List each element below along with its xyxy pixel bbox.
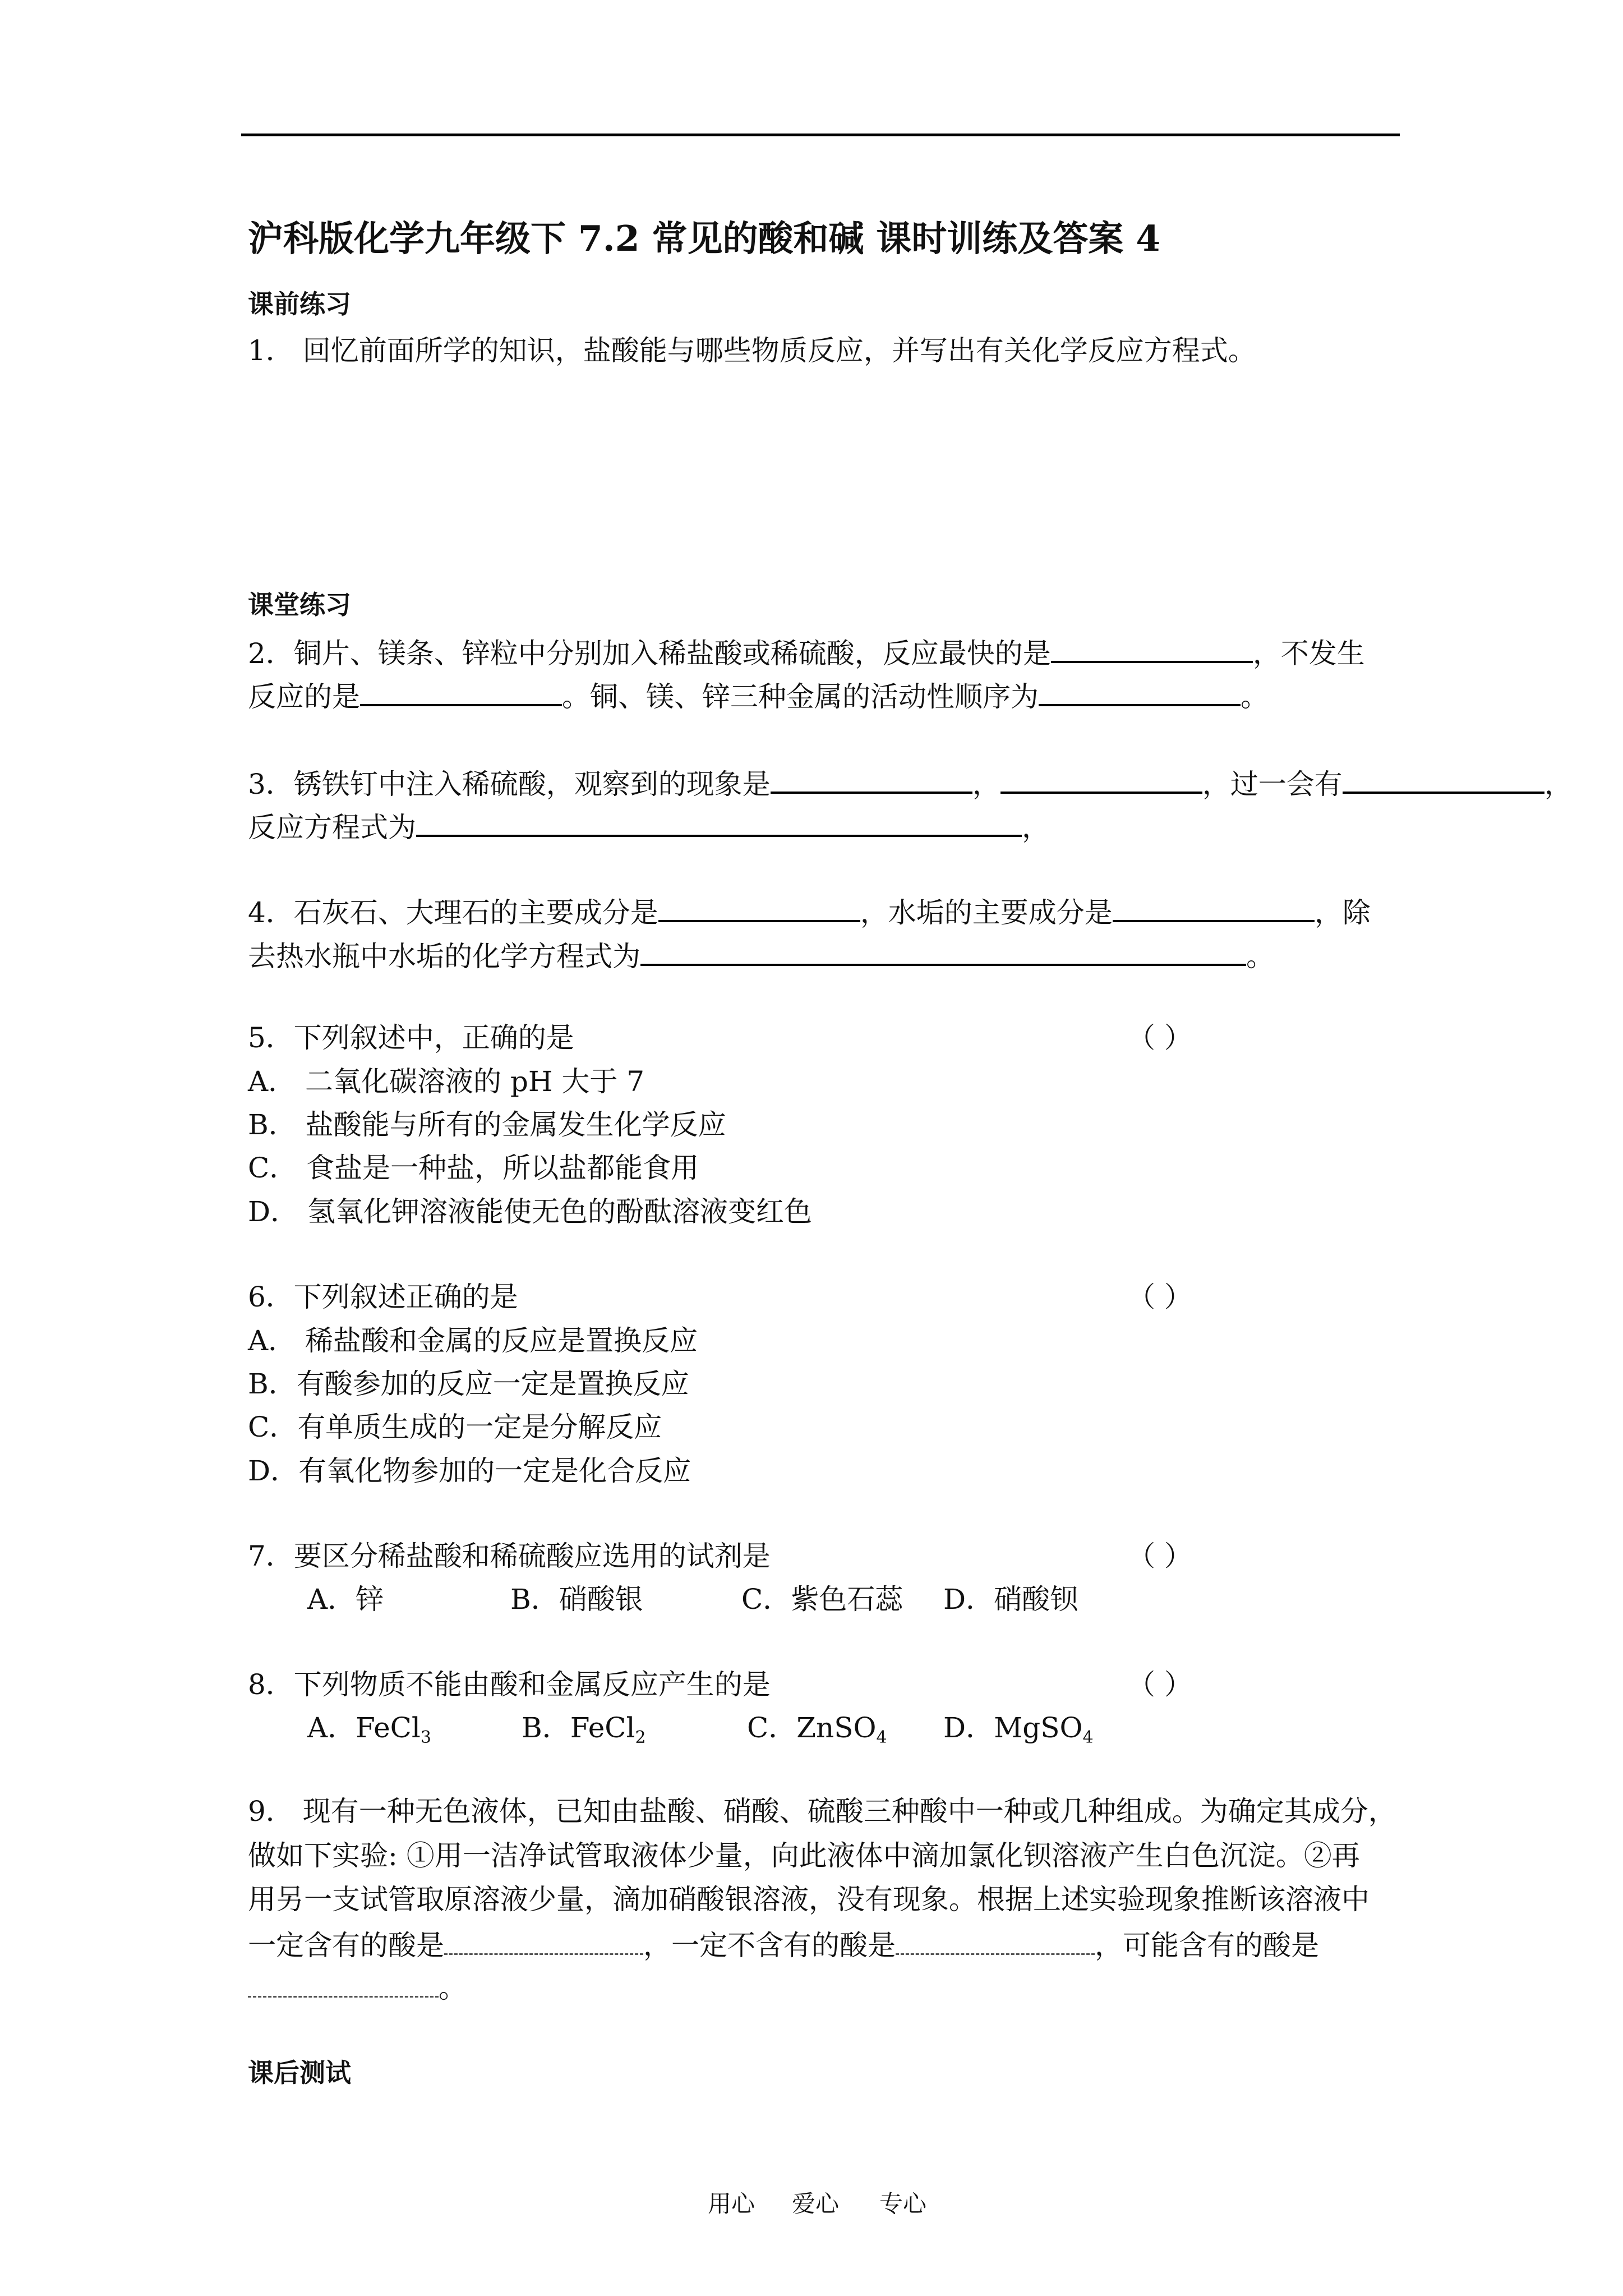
answer-blank[interactable] bbox=[658, 892, 860, 922]
question-5-option-a: A． 二氧化碳溶液的 pH 大于 7 bbox=[248, 1065, 645, 1098]
answer-blank[interactable] bbox=[416, 807, 1022, 837]
question-9-line-3: 用另一支试管取原溶液少量，滴加硝酸银溶液，没有现象。根据上述实验现象推断该溶液中 bbox=[248, 1883, 1370, 1916]
question-7-option-b: B．硝酸银 bbox=[510, 1583, 643, 1616]
question-5-option-d: D． 氢氧化钾溶液能使无色的酚酞溶液变红色 bbox=[248, 1195, 812, 1228]
footer-text-1: 用心 bbox=[708, 2190, 755, 2217]
question-3-line-1: 3．锈铁钉中注入稀硫酸，观察到的现象是 ， ，过一会有 ， bbox=[248, 763, 1573, 801]
question-2-line-1: 2．铜片、镁条、锌粒中分别加入稀盐酸或稀硫酸，反应最快的是 ，不发生 bbox=[248, 633, 1365, 670]
question-7-option-c: C．紫色石蕊 bbox=[741, 1583, 903, 1616]
section-pre-class: 课前练习 bbox=[248, 289, 351, 319]
answer-paren[interactable]: （ ） bbox=[1127, 1281, 1192, 1313]
question-4-line-2: 去热水瓶中水垢的化学方程式为 。 bbox=[248, 936, 1274, 973]
question-5-stem: 5．下列叙述中，正确的是 bbox=[248, 1022, 574, 1054]
question-8-option-b: B．FeCl$_2$ bbox=[522, 1711, 646, 1747]
answer-blank[interactable] bbox=[1113, 892, 1315, 922]
answer-blank[interactable] bbox=[771, 763, 972, 794]
answer-paren[interactable]: （ ） bbox=[1127, 1022, 1192, 1054]
page-title: 沪科版化学九年级下 7.2 常见的酸和碱 课时训练及答案 4 bbox=[248, 218, 1161, 259]
answer-blank[interactable] bbox=[1000, 763, 1202, 794]
question-6-option-c: C．有单质生成的一定是分解反应 bbox=[248, 1411, 662, 1443]
question-9-line-2: 做如下实验: ①用一洁净试管取液体少量，向此液体中滴加氯化钡溶液产生白色沉淀。②再 bbox=[248, 1839, 1360, 1872]
question-6-option-d: D．有氧化物参加的一定是化合反应 bbox=[248, 1455, 691, 1487]
footer-text-3: 专心 bbox=[879, 2190, 927, 2217]
question-2-line-2: 反应的是 。铜、镁、锌三种金属的活动性顺序为 。 bbox=[248, 676, 1269, 714]
answer-paren[interactable]: （ ） bbox=[1127, 1668, 1192, 1701]
answer-blank[interactable] bbox=[360, 676, 562, 706]
question-6-option-b: B．有酸参加的反应一定是置换反应 bbox=[248, 1368, 689, 1400]
question-6-stem: 6．下列叙述正确的是 bbox=[248, 1281, 518, 1313]
question-5-option-c: C． 食盐是一种盐，所以盐都能食用 bbox=[248, 1152, 699, 1184]
answer-blank[interactable] bbox=[1039, 676, 1241, 706]
question-8-option-d: D．MgSO$_4$ bbox=[943, 1711, 1094, 1747]
question-5-option-b: B． 盐酸能与所有的金属发生化学反应 bbox=[248, 1108, 726, 1141]
section-in-class: 课堂练习 bbox=[248, 590, 351, 620]
answer-paren[interactable]: （ ） bbox=[1127, 1540, 1192, 1572]
question-4-line-1: 4．石灰石、大理石的主要成分是 ，水垢的主要成分是 ，除 bbox=[248, 892, 1371, 930]
header-rule bbox=[241, 134, 1400, 136]
section-after-class: 课后测试 bbox=[248, 2058, 351, 2088]
question-3-line-2: 反应方程式为 ， bbox=[248, 807, 1050, 844]
answer-blank[interactable] bbox=[444, 1926, 643, 1955]
answer-blank[interactable] bbox=[640, 936, 1246, 966]
question-1: 1． 回忆前面所学的知识，盐酸能与哪些物质反应，并写出有关化学反应方程式。 bbox=[248, 334, 1256, 367]
question-8-option-c: C．ZnSO$_4$ bbox=[747, 1711, 887, 1747]
question-6-option-a: A． 稀盐酸和金属的反应是置换反应 bbox=[248, 1324, 698, 1357]
question-7-stem: 7．要区分稀盐酸和稀硫酸应选用的试剂是 bbox=[248, 1540, 771, 1572]
answer-blank[interactable] bbox=[896, 1926, 1095, 1955]
answer-blank[interactable] bbox=[248, 1969, 439, 1998]
question-8-stem: 8．下列物质不能由酸和金属反应产生的是 bbox=[248, 1668, 771, 1701]
question-8-option-a: A．FeCl$_3$ bbox=[307, 1711, 431, 1747]
answer-blank[interactable] bbox=[1051, 633, 1253, 663]
answer-blank[interactable] bbox=[1343, 763, 1544, 794]
question-7-option-a: A．锌 bbox=[307, 1583, 384, 1616]
question-9-line-4: 一定含有的酸是 ，一定不含有的酸是 ，可能含有的酸是 bbox=[248, 1926, 1319, 1962]
question-7-option-d: D．硝酸钡 bbox=[943, 1583, 1078, 1616]
footer-text-2: 爱心 bbox=[792, 2190, 840, 2217]
question-9-line-5: 。 bbox=[248, 1969, 467, 2005]
question-9-line-1: 9． 现有一种无色液体，已知由盐酸、硝酸、硫酸三种酸中一种或几种组成。为确定其成分， bbox=[248, 1795, 1396, 1828]
